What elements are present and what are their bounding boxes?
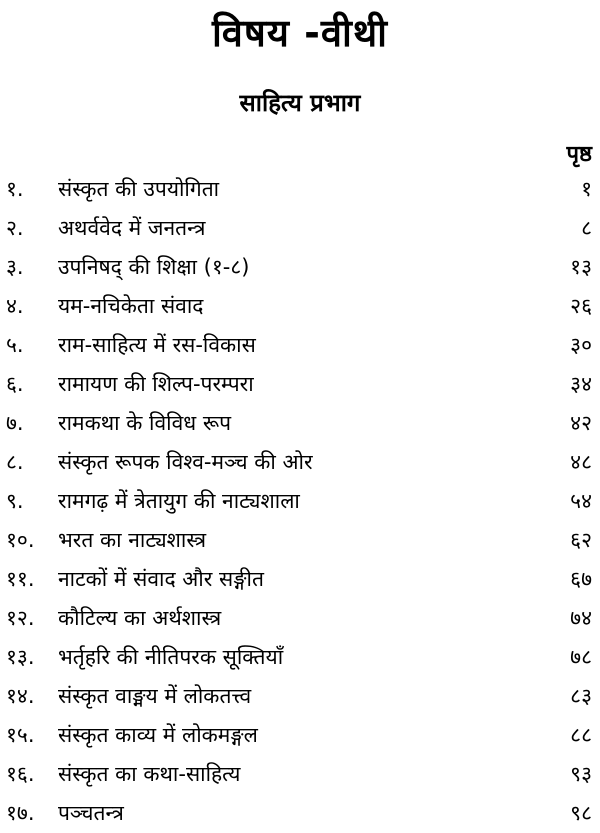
toc-entry [0,248,600,287]
table-of-contents [0,170,600,833]
entry-title: रामायण की शिल्प-परम्परा [58,372,254,396]
entry-number: १५. [6,723,35,747]
entry-page: ९८ [570,801,592,825]
entry-page: ३० [570,333,592,357]
entry-title: कौटिल्य का अर्थशास्त्र [58,606,222,630]
entry-title: संस्कृत काव्य में लोकमङ्गल [58,723,258,747]
entry-title: नाटकों में संवाद और सङ्गीत [58,567,264,591]
entry-number: २. [6,216,24,240]
entry-page: २६ [570,294,592,318]
toc-entry [0,677,600,716]
entry-number: ४. [6,294,24,318]
toc-entry [0,209,600,248]
entry-page: १ [581,177,592,201]
entry-page: ८ [581,216,592,240]
entry-title: भरत का नाट्यशास्त्र [58,528,207,552]
entry-page: ९३ [570,762,592,786]
entry-title: राम-साहित्य में रस-विकास [58,333,256,357]
entry-page: ७८ [570,645,592,669]
entry-title: रामगढ़ में त्रेतायुग की नाट्यशाला [58,489,300,513]
entry-page: ३४ [570,372,592,396]
entry-title: संस्कृत रूपक विश्व-मञ्च की ओर [58,450,313,474]
entry-page: ८८ [570,723,592,747]
entry-page: ४८ [570,450,592,474]
entry-number: ७. [6,411,24,435]
entry-title: यम-नचिकेता संवाद [58,294,204,318]
entry-number: १४. [6,684,35,708]
entry-number: ११. [6,567,35,591]
entry-page: १३ [570,255,592,279]
entry-title: संस्कृत की उपयोगिता [58,177,220,201]
entry-page: ६७ [570,567,592,591]
toc-entry [0,599,600,638]
entry-title: संस्कृत वाङ्मय में लोकतत्त्व [58,684,252,708]
entry-title: अथर्ववेद में जनतन्त्र [58,216,206,240]
toc-entry [0,365,600,404]
toc-entry [0,404,600,443]
toc-entry [0,560,600,599]
entry-number: ८. [6,450,24,474]
entry-number: १७. [6,801,35,825]
entry-number: ६. [6,372,24,396]
entry-number: ३. [6,255,24,279]
page-column-header: पृष्ठ [566,142,592,167]
entry-number: १२. [6,606,35,630]
page-title: विषय -वीथी [211,11,389,55]
toc-entry [0,755,600,794]
section-subtitle: साहित्य प्रभाग [239,89,361,117]
toc-entry [0,794,600,833]
entry-title: उपनिषद् की शिक्षा (१-८) [58,255,250,279]
entry-page: ४२ [570,411,592,435]
entry-title: पञ्चतन्त्र [58,801,124,825]
toc-entry [0,521,600,560]
entry-number: १०. [6,528,35,552]
entry-page: ६२ [570,528,592,552]
toc-entry [0,326,600,365]
toc-entry [0,716,600,755]
toc-entry [0,443,600,482]
entry-number: ९. [6,489,24,513]
toc-entry [0,287,600,326]
toc-entry [0,170,600,209]
entry-title: रामकथा के विविध रूप [58,411,232,435]
entry-title: संस्कृत का कथा-साहित्य [58,762,241,786]
entry-number: ५. [6,333,24,357]
entry-number: १६. [6,762,35,786]
entry-page: ८३ [570,684,592,708]
toc-entry [0,638,600,677]
toc-entry [0,482,600,521]
entry-title: भर्तृहरि की नीतिपरक सूक्तियाँ [58,645,284,669]
entry-page: ७४ [570,606,592,630]
entry-number: १. [6,177,24,201]
entry-number: १३. [6,645,35,669]
entry-page: ५४ [570,489,592,513]
